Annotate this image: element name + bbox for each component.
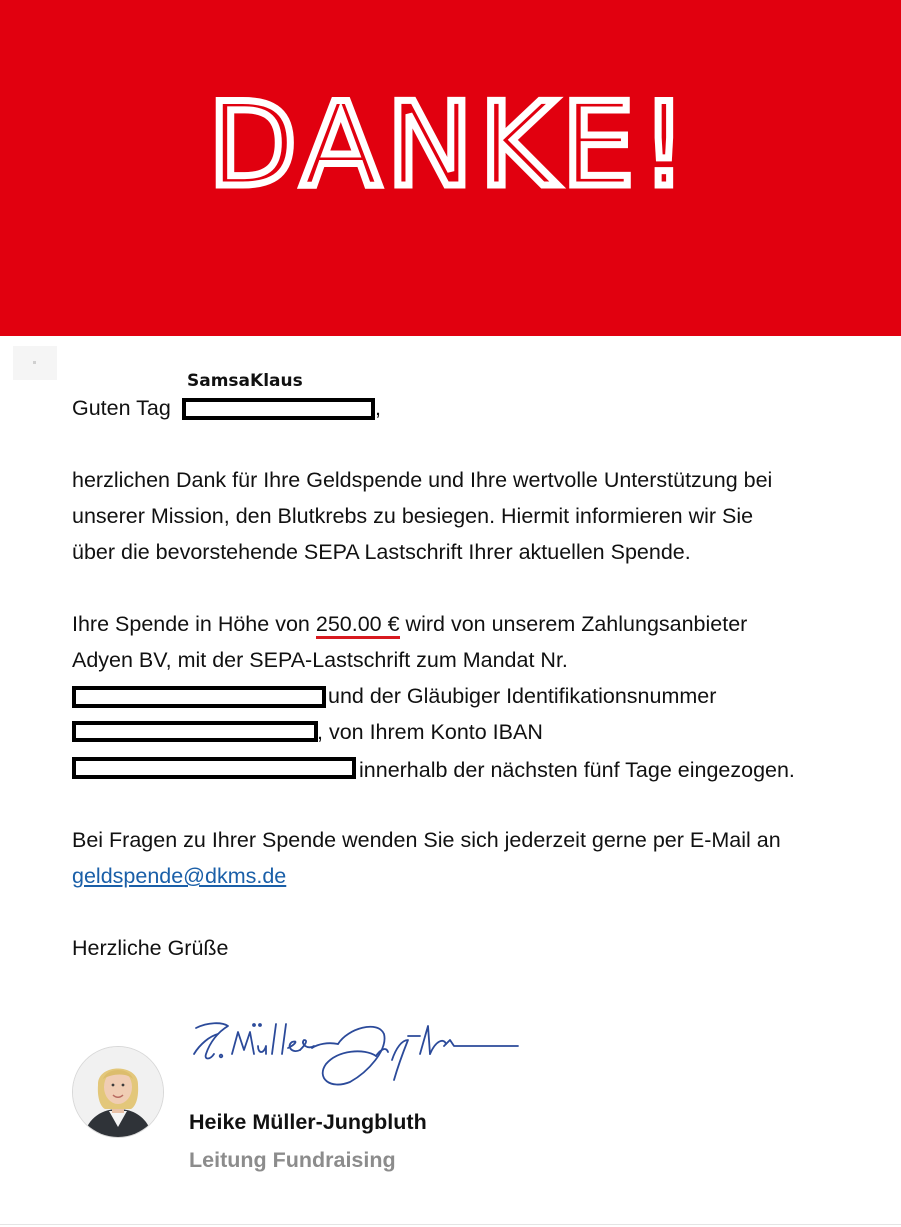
paragraph3-line1: Bei Fragen zu Ihrer Spende wenden Sie sich jederzeit gerne per E-Mail an bbox=[72, 828, 781, 852]
sender-name: Heike Müller-Jungbluth bbox=[189, 1110, 427, 1134]
paragraph1-line2: unserer Mission, den Blutkrebs zu besiegen. Hiermit informieren wir Sie bbox=[72, 504, 754, 528]
paragraph2-line5: innerhalb der nächsten fünf Tage eingezogen. bbox=[359, 758, 795, 782]
paragraph3-line2 bbox=[72, 858, 286, 894]
greeting-prefix: Guten Tag bbox=[72, 396, 171, 420]
greeting bbox=[72, 390, 171, 426]
greeting-suffix: , bbox=[375, 396, 381, 420]
paragraph1-line3: über die bevorstehende SEPA Lastschrift Ihrer aktuellen Spende. bbox=[72, 540, 691, 564]
paragraph1-line1: herzlichen Dank für Ihre Geldspende und Ihre wertvolle Unterstützung bei bbox=[72, 468, 773, 492]
sender-avatar bbox=[72, 1046, 164, 1138]
sender-role: Leitung Fundraising bbox=[189, 1148, 396, 1172]
paragraph2-line3: und der Gläubiger Identifikationsnummer bbox=[328, 684, 717, 708]
amount-prefix: Ihre Spende in Höhe von bbox=[72, 612, 310, 636]
email-link[interactable]: geldspende@dkms.de bbox=[72, 864, 287, 888]
redacted-mandate-number bbox=[72, 686, 326, 708]
portrait-image bbox=[73, 1047, 163, 1137]
username-annotation: SamsaKlaus bbox=[187, 371, 303, 391]
redacted-iban bbox=[72, 757, 356, 779]
image-placeholder-icon bbox=[13, 346, 57, 380]
redacted-recipient-name bbox=[182, 398, 375, 420]
header-banner bbox=[0, 0, 901, 336]
paragraph2-line1 bbox=[72, 606, 747, 642]
handwritten-signature bbox=[188, 1010, 528, 1090]
paragraph2-line2: Adyen BV, mit der SEPA-Lastschrift zum Mandat Nr. bbox=[72, 648, 568, 672]
bottom-divider bbox=[0, 1224, 901, 1225]
closing: Herzliche Grüße bbox=[72, 936, 229, 960]
redacted-creditor-id bbox=[72, 721, 318, 742]
amount-suffix: wird von unserem Zahlungsanbieter bbox=[405, 612, 748, 636]
donation-amount: 250.00 € bbox=[316, 612, 400, 639]
banner-title: DANKE! bbox=[207, 78, 694, 213]
paragraph2-line4: , von Ihrem Konto IBAN bbox=[317, 720, 543, 744]
